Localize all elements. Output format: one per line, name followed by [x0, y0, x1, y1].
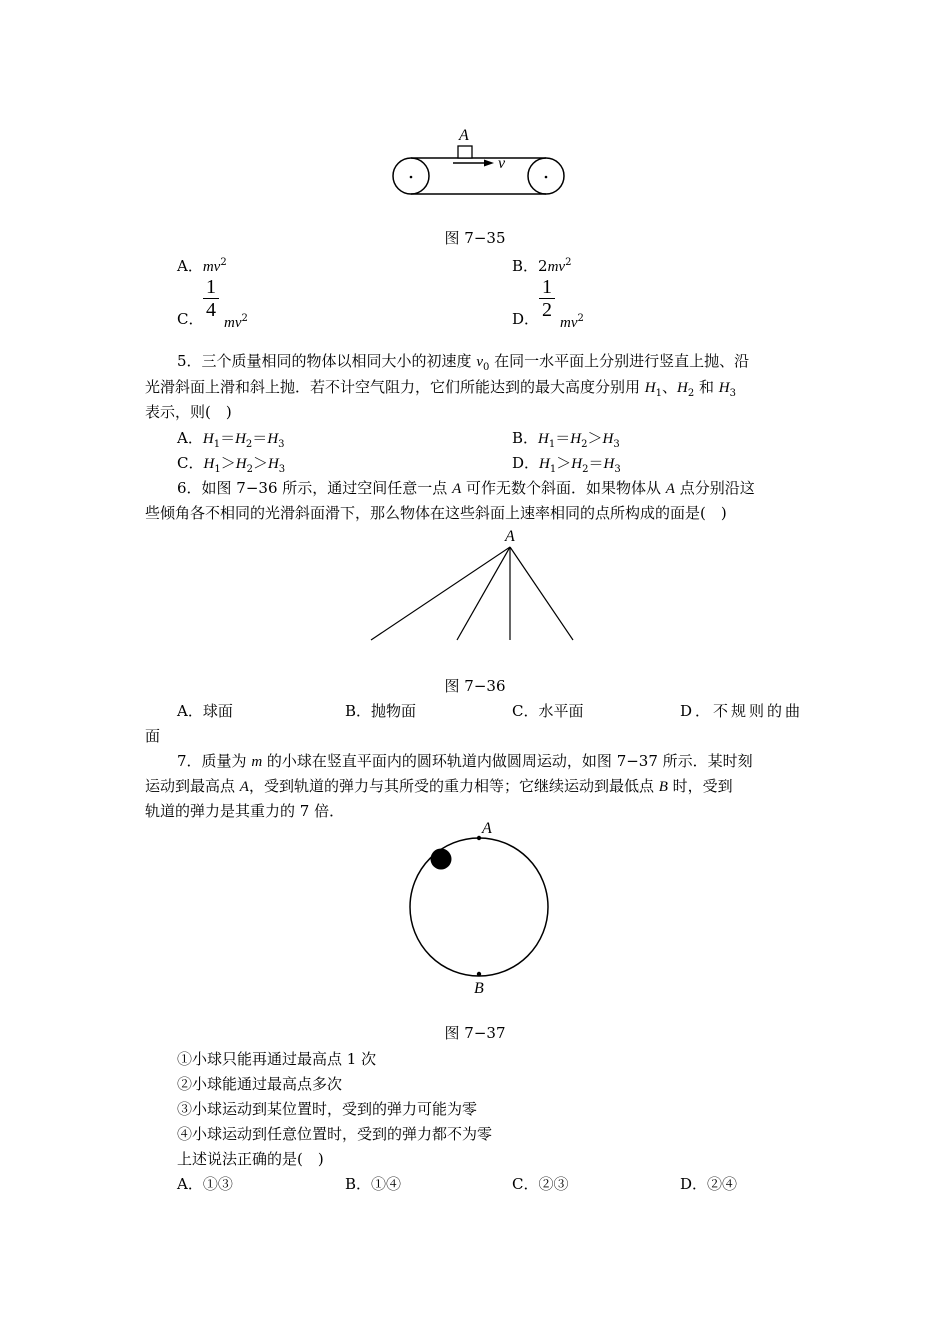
block-label: A	[459, 127, 469, 144]
q5-line-1: 5．三个质量相同的物体以相同大小的初速度 $v_0$ 在同一水平面上分别进行竖直上抛、沿	[177, 352, 750, 373]
q6-option-a: A．球面	[177, 702, 233, 720]
figure-7-37-caption: 图 7−37	[444, 1024, 506, 1042]
q7-option-d: D．②④	[680, 1175, 738, 1193]
q7-statement-2: ②小球能通过最高点多次	[177, 1075, 343, 1093]
q7-option-a: A．①③	[177, 1175, 233, 1193]
q7-line-3: 轨道的弹力是其重力的 7 倍．	[145, 802, 345, 820]
velocity-label: v	[498, 155, 506, 172]
q4-option-a: A．$mv^2$	[177, 257, 227, 275]
q6-line-2: 些倾角各不相同的光滑斜面滑下，那么物体在这些斜面上速率相同的点所构成的面是( )	[145, 504, 727, 522]
q6-option-b: B．抛物面	[345, 702, 417, 720]
q7-statement-1: ①小球只能再通过最高点 1 次	[177, 1050, 377, 1068]
q7-option-c: C．②③	[512, 1175, 569, 1193]
q4-option-d-letter: D．	[512, 310, 540, 328]
apex-label: A	[505, 528, 515, 545]
figure-7-35-caption: 图 7−35	[444, 229, 506, 247]
ball	[431, 849, 452, 870]
figure-7-36-caption: 图 7−36	[444, 677, 506, 695]
q4-option-c-letter: C．	[177, 310, 204, 328]
q6-option-d: D．不规则的曲	[680, 702, 804, 720]
q6-line-1: 6．如图 7−36 所示，通过空间任意一点 A 可作无数个斜面．如果物体从 A 点分别沿这	[177, 479, 755, 497]
q4-option-b: B．$2mv^2$	[512, 257, 572, 275]
q5-option-d: D．$H_1>H_2=H_3$	[512, 454, 621, 475]
q7-question: 上述说法正确的是( )	[177, 1150, 324, 1168]
q7-line-1: 7．质量为 m 的小球在竖直平面内的圆环轨道内做圆周运动，如图 7−37 所示．某时刻	[177, 752, 753, 770]
q7-statement-3: ③小球运动到某位置时，受到的弹力可能为零	[177, 1100, 478, 1118]
q7-statement-4: ④小球运动到任意位置时，受到的弹力都不为零	[177, 1125, 493, 1143]
point-a-label: A	[482, 820, 492, 837]
q4-option-c-fraction: $\frac{1}{4}$	[203, 276, 219, 321]
point-a-dot	[477, 836, 481, 840]
q5-option-b: B．$H_1=H_2>H_3$	[512, 429, 620, 450]
q7-line-2: 运动到最高点 A，受到轨道的弹力与其所受的重力相等；它继续运动到最低点 B 时，受到	[145, 777, 733, 795]
point-b-dot	[477, 972, 481, 976]
q4-option-c-term: $mv^2$	[224, 313, 248, 331]
q5-line-3: 表示，则( )	[145, 403, 232, 421]
q7-option-b: B．①④	[345, 1175, 402, 1193]
q4-option-d-term: $mv^2$	[560, 313, 584, 331]
q5-option-a: A．$H_1=H_2=H_3$	[177, 429, 285, 450]
q5-line-2: 光滑斜面上滑和斜上抛．若不计空气阻力，它们所能达到的最大高度分别用 $H_1$、$H_2$ 和 $H_3$	[145, 378, 736, 399]
point-b-label: B	[474, 980, 484, 997]
q5-option-c: C．$H_1>H_2>H_3$	[177, 454, 286, 475]
q4-option-d-fraction: $\frac{1}{2}$	[539, 276, 555, 321]
q6-option-c: C．水平面	[512, 702, 584, 720]
q6-option-d-wrap: 面	[145, 727, 161, 745]
